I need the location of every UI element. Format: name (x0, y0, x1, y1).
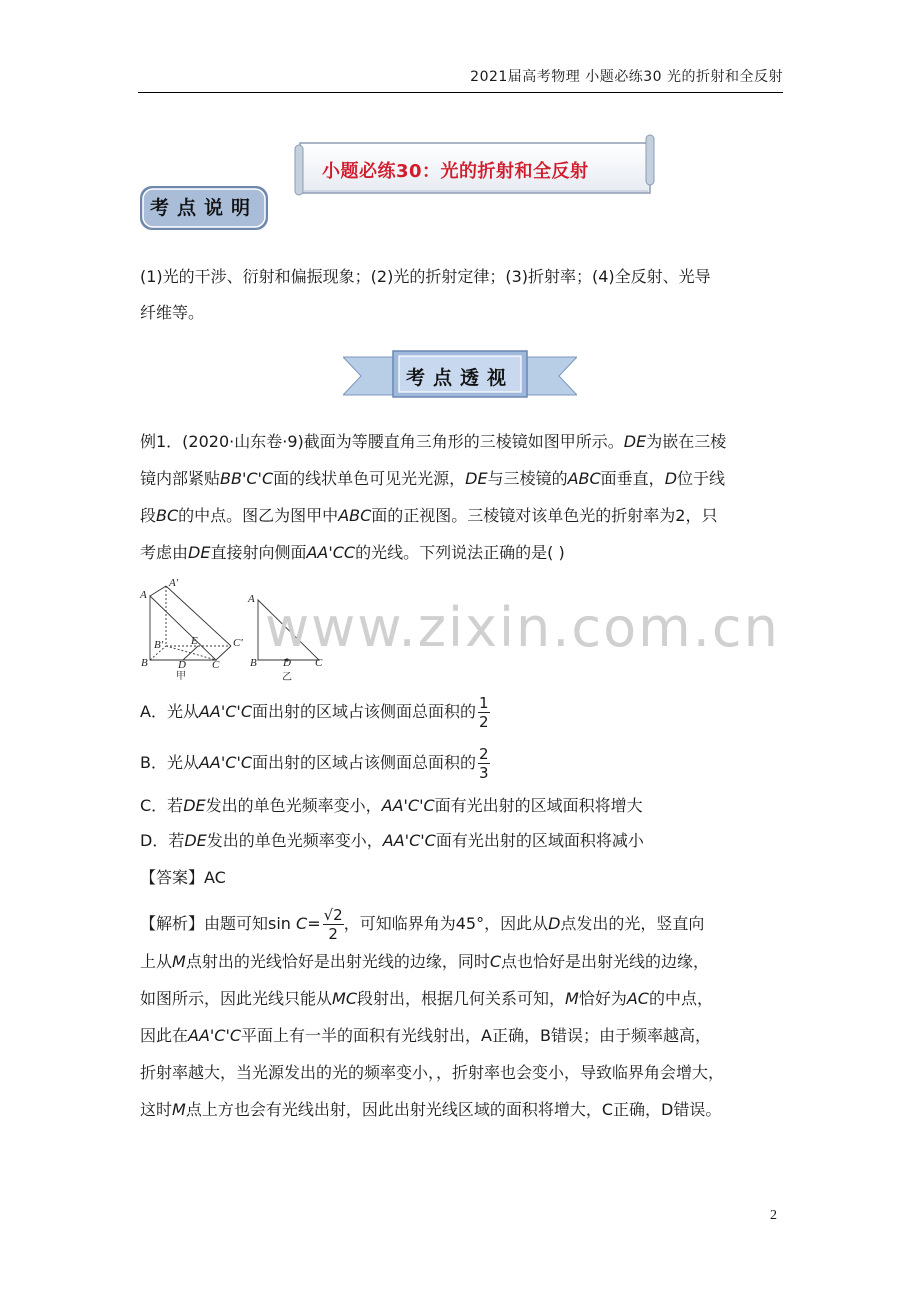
caption-yi: 乙 (282, 672, 292, 682)
kaodian-shuoming-badge (138, 184, 270, 232)
label-C-prime: C' (233, 637, 243, 649)
kaodian-toushi-badge (343, 349, 577, 403)
label-D-yi: D (283, 657, 291, 669)
analysis-line-5: 折射率越大，当光源发出的光的频率变小，，折射率也会变小，导致临界角会增大， (140, 1063, 725, 1082)
badge-label: 考点说明 (149, 197, 258, 219)
header-rule (138, 92, 783, 93)
title-banner (292, 133, 656, 197)
running-header: 2021届高考物理 小题必练30 光的折射和全反射 (470, 69, 783, 85)
analysis-line-4: 因此在AA'C'C平面上有一半的面积有光线射出，A正确，B错误；由于频率越高， (140, 1026, 711, 1045)
label-A-yi: A (248, 593, 255, 605)
analysis-line-3: 如图所示，因此光线只能从MC段射出，根据几何关系可知，M恰好为AC的中点， (140, 989, 713, 1008)
option-d: D．若DE发出的单色光频率变小，AA'C'C面有光出射的区域面积将减小 (140, 831, 644, 850)
fraction: $\frac{1}{2}$ (479, 694, 489, 731)
analysis-line-6: 这时M点上方也会有光线出射，因此出射光线区域的面积将增大，C正确，D错误。 (140, 1100, 722, 1119)
intro-line-1: (1)光的干涉、衍射和偏振现象；(2)光的折射定律；(3)折射率；(4)全反射、光导 (140, 267, 711, 286)
label-B-yi: B (250, 657, 257, 669)
label-B-jia: B (141, 657, 148, 669)
label-C-yi: C (315, 657, 323, 669)
question-line-3: 段BC的中点。图乙为图甲中ABC面的正视图。三棱镜对该单色光的折射率为2，只 (140, 506, 718, 525)
option-c: C．若DE发出的单色光频率变小，AA'C'C面有光出射的区域面积将增大 (140, 796, 643, 815)
page-number: 2 (770, 1208, 777, 1223)
label-E: E (191, 635, 198, 647)
watermark: www.zixin.com.cn (265, 596, 780, 659)
label-D-jia: D (178, 659, 186, 671)
option-a: A．光从AA'C'C面出射的区域占该侧面总面积的 $\frac{1}{2}$ (140, 694, 489, 731)
fraction: $\frac{√2}{2}$ (323, 906, 343, 943)
question-line-4: 考虑由DE直接射向侧面AA'CC的光线。下列说法正确的是( ) (140, 543, 565, 562)
label-B-prime: B' (154, 639, 164, 651)
intro-line-2: 纤维等。 (140, 303, 205, 322)
question-line-1: 例1．(2020·山东卷·9)截面为等腰直角三角形的三棱镜如图甲所示。DE为嵌在三棱 (140, 432, 727, 451)
analysis-line-2: 上从M点射出的光线恰好是出射光线的边缘，同时C点也恰好是出射光线的边缘， (140, 952, 710, 971)
fraction: $\frac{2}{3}$ (479, 745, 489, 782)
label-A-jia: A (140, 589, 147, 601)
page-title: 小题必练30：光的折射和全反射 (322, 161, 589, 182)
badge-label: 考点透视 (405, 367, 514, 389)
label-C-jia: C (212, 659, 220, 671)
caption-jia: 甲 (176, 671, 186, 682)
answer-line: 【答案】AC (140, 868, 226, 887)
analysis-line-1: 【解析】由题可知sin C= $\frac{√2}{2}$ ，可知临界角为45°，因此从D点发出的光，竖直向 (140, 906, 705, 943)
option-b: B．光从AA'C'C面出射的区域占该侧面总面积的 $\frac{2}{3}$ (140, 745, 489, 782)
question-line-2: 镜内部紧贴BB'C'C面的线状单色可见光光源，DE与三棱镜的ABC面垂直，D位于线 (140, 469, 726, 488)
label-A-prime: A' (169, 578, 179, 589)
